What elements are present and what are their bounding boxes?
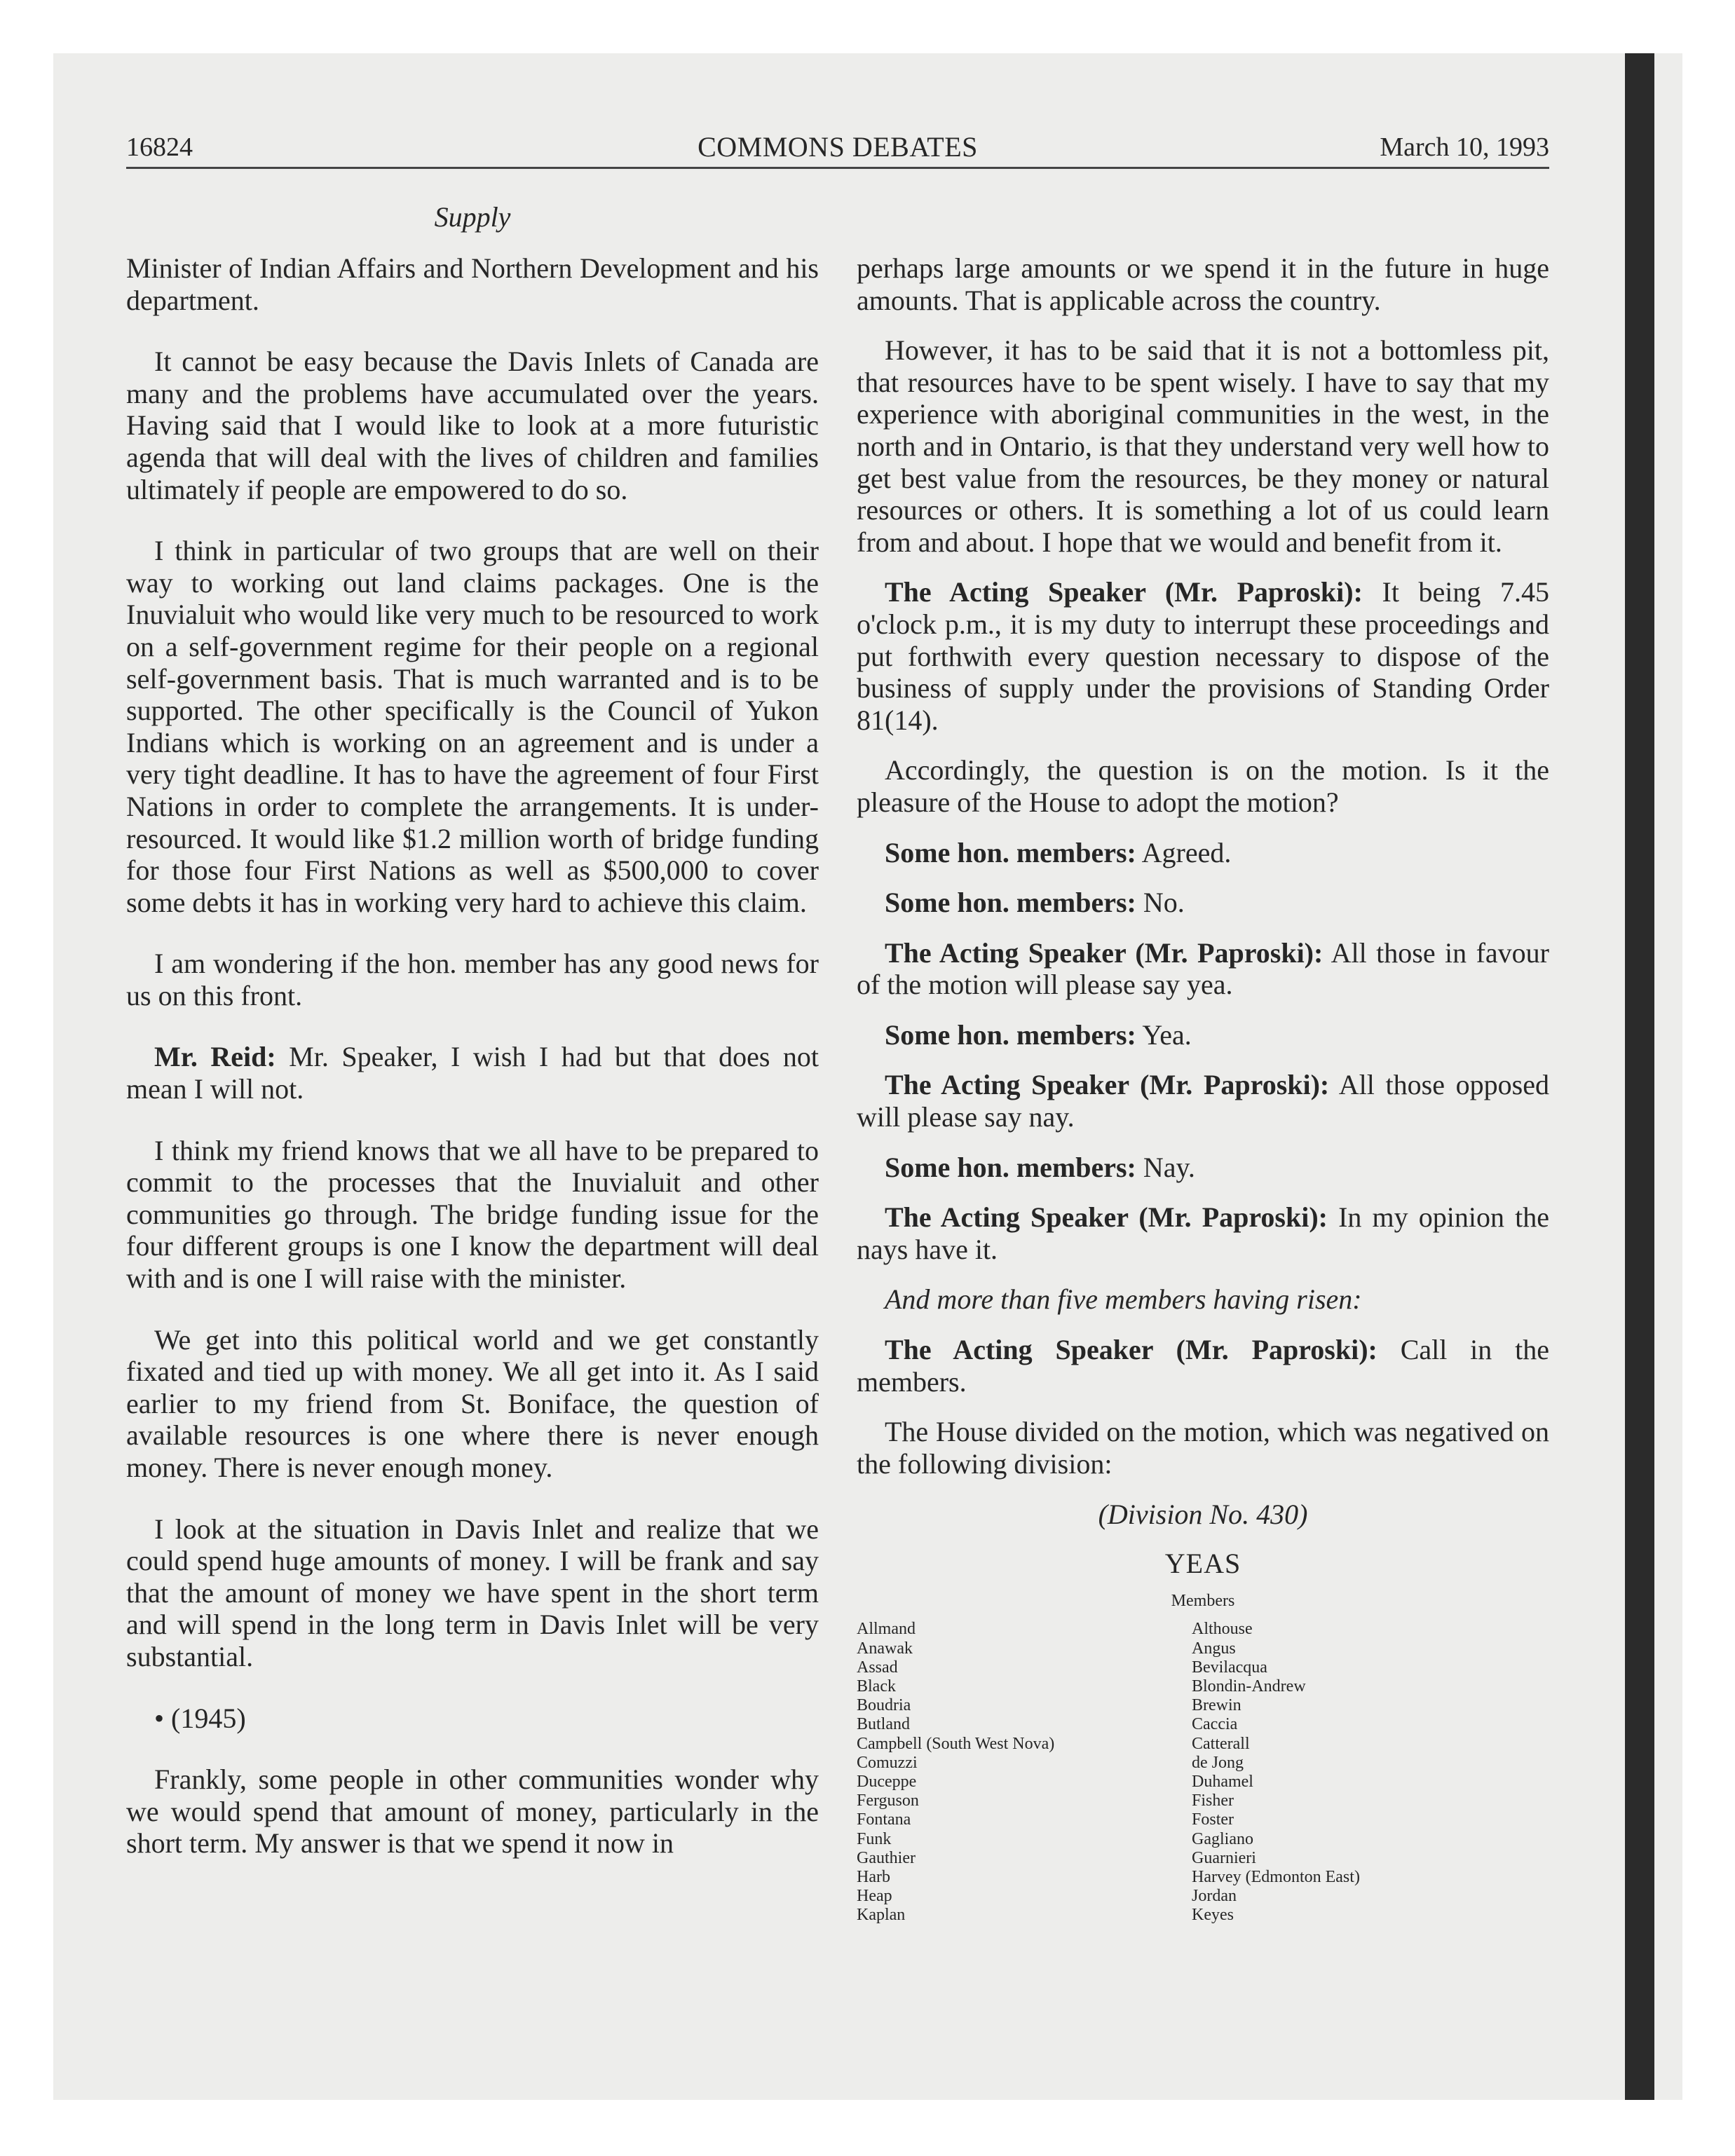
section-title: Supply xyxy=(434,201,511,233)
yeas-list-right xyxy=(1192,1620,1360,1925)
member-name: Fisher xyxy=(1192,1792,1234,1810)
page-date: March 10, 1993 xyxy=(1380,132,1549,162)
paragraph: I look at the situation in Davis Inlet and realize that we could spend huge amounts of money. I will be frank and say that the amount of money we have spent in the short term and will spend in the long term in Davis Inlet will be very substantial. xyxy=(126,1513,819,1672)
speech-text: Call in the members. xyxy=(857,1334,1549,1398)
paragraph: However, it has to be said that it is not a bottomless pit, that resources have to be spent wisely. I have to say that my experience with aboriginal communities in the west, in the north and in Ontario, is that they understand very well how to get best value from the resources, be they money or natural resources or others. It is something a lot of us could learn from and about. I hope that we would and benefit from it. xyxy=(857,334,1549,558)
member-name: Boudria xyxy=(857,1696,911,1715)
speech-text: In my opinion the nays have it. xyxy=(857,1201,1549,1265)
speaker-name: Mr. Reid: xyxy=(154,1041,276,1073)
paragraph: We get into this political world and we get constantly fixated and tied up with money. We all get into it. As I said earlier to my friend from St. Boniface, the question of available resources is one where there is never enough money. There is never enough money. xyxy=(126,1323,819,1483)
speech-acting-speaker xyxy=(857,1069,1549,1133)
speaker-name: The Acting Speaker (Mr. Paproski): xyxy=(885,936,1324,969)
member-name: Kaplan xyxy=(857,1906,906,1925)
member-name: Allmand xyxy=(857,1620,916,1639)
speaker-name: Some hon. members: xyxy=(885,836,1136,868)
member-name: Catterall xyxy=(1192,1734,1250,1753)
speech-reid xyxy=(126,1041,819,1105)
yeas-list-left xyxy=(857,1620,1054,1925)
member-name: Harvey (Edmonton East) xyxy=(1192,1868,1360,1887)
speech-members xyxy=(857,887,1549,919)
speaker-name: The Acting Speaker (Mr. Paproski): xyxy=(885,1201,1328,1234)
member-name: Campbell (South West Nova) xyxy=(857,1734,1055,1753)
member-name: Caccia xyxy=(1192,1715,1238,1734)
speech-members xyxy=(857,1152,1549,1184)
speech-text: No. xyxy=(1143,887,1185,919)
member-name: Gagliano xyxy=(1192,1829,1253,1848)
page-number: 16824 xyxy=(126,132,193,162)
paragraph: Minister of Indian Affairs and Northern Development and his department. xyxy=(126,252,819,316)
speech-members xyxy=(857,837,1549,869)
speaker-name: The Acting Speaker (Mr. Paproski): xyxy=(885,576,1363,608)
left-column xyxy=(126,252,819,1860)
speech-text: All those opposed will please say nay. xyxy=(857,1069,1549,1133)
members-rising-note: And more than five members having risen: xyxy=(885,1283,1362,1316)
journal-title: COMMONS DEBATES xyxy=(698,131,978,163)
member-name: Funk xyxy=(857,1829,892,1848)
paragraph: perhaps large amounts or we spend it in the future in huge amounts. That is applicable across the country. xyxy=(857,252,1549,316)
member-name: Angus xyxy=(1192,1639,1236,1658)
member-name: Brewin xyxy=(1192,1696,1241,1715)
members-label: Members xyxy=(1171,1592,1235,1611)
paragraph: I think my friend knows that we all have to be prepared to commit to the processes that the Inuvialuit and other communities go through. The bridge funding issue for the four different groups is one I know the department will deal with and is one I will raise with the minister. xyxy=(126,1134,819,1295)
member-name: Althouse xyxy=(1192,1620,1253,1639)
member-name: Gauthier xyxy=(857,1848,916,1867)
speaker-name: The Acting Speaker (Mr. Paproski): xyxy=(885,1069,1330,1101)
speaker-name: Some hon. members: xyxy=(885,1151,1136,1183)
speech-acting-speaker xyxy=(857,576,1549,736)
speech-members xyxy=(857,1019,1549,1051)
member-name: Fontana xyxy=(857,1810,911,1829)
member-name: Jordan xyxy=(1192,1887,1237,1906)
member-name: Duceppe xyxy=(857,1773,917,1792)
speech-text: Agreed. xyxy=(1141,836,1232,868)
speech-text: Nay. xyxy=(1143,1151,1195,1183)
member-name: Foster xyxy=(1192,1810,1234,1829)
scan-edge-shadow xyxy=(1625,53,1654,2100)
speech-acting-speaker xyxy=(857,937,1549,1001)
paragraph: The House divided on the motion, which was negatived on the following division: xyxy=(857,1416,1549,1480)
speaker-name: The Acting Speaker (Mr. Paproski): xyxy=(885,1334,1377,1366)
member-name: Guarnieri xyxy=(1192,1848,1256,1867)
division-number: (Division No. 430) xyxy=(1098,1499,1308,1531)
speaker-name: Some hon. members: xyxy=(885,887,1136,919)
member-name: Comuzzi xyxy=(857,1753,918,1772)
right-column xyxy=(857,252,1549,1928)
speaker-name: Some hon. members: xyxy=(885,1018,1136,1051)
speech-text: Mr. Speaker, I wish I had but that does not mean I will not. xyxy=(126,1041,819,1105)
paragraph: Frankly, some people in other communities wonder why we would spend that amount of money, particularly in the short term. My answer is that we spend it now in xyxy=(126,1763,819,1860)
member-name: Heap xyxy=(857,1887,892,1906)
paragraph: Accordingly, the question is on the motion. Is it the pleasure of the House to adopt the motion? xyxy=(857,754,1549,818)
member-name: Blondin-Andrew xyxy=(1192,1677,1306,1696)
paragraph: I think in particular of two groups that are well on their way to working out land claims packages. One is the Inuvialuit who would like very much to be resourced to work on a self-government regime for their people on a regional self-government basis. That is much warranted and is to be supported. The other specifically is the Council of Yukon Indians which is working on an agreement and is under a very tight deadline. It has to have the agreement of four First Nations in order to complete the arrangements. It is under-resourced. It would like $1.2 million worth of bridge funding for those four First Nations as well as $500,000 to cover some debts it has in working very hard to achieve this claim. xyxy=(126,535,819,918)
header-rule xyxy=(126,167,1549,169)
member-name: Keyes xyxy=(1192,1906,1234,1925)
speech-text: It being 7.45 o'clock p.m., it is my duty to interrupt these proceedings and put forthwith every question necessary to dispose of the business of supply under the provisions of Standing Order 81(14). xyxy=(857,576,1549,736)
speech-acting-speaker xyxy=(857,1334,1549,1398)
member-name: Bevilacqua xyxy=(1192,1658,1267,1677)
member-name: Duhamel xyxy=(1192,1773,1253,1792)
time-marker: • (1945) xyxy=(154,1702,246,1734)
member-name: Black xyxy=(857,1677,896,1696)
yeas-member-list xyxy=(857,1620,1549,1928)
speech-text: Yea. xyxy=(1142,1018,1192,1051)
member-name: Anawak xyxy=(857,1639,913,1658)
member-name: Ferguson xyxy=(857,1792,919,1810)
speech-text: All those in favour of the motion will please say yea. xyxy=(857,936,1549,1001)
yeas-heading: YEAS xyxy=(1164,1548,1241,1580)
member-name: de Jong xyxy=(1192,1753,1244,1772)
speech-acting-speaker xyxy=(857,1201,1549,1265)
paragraph: I am wondering if the hon. member has any good news for us on this front. xyxy=(126,948,819,1011)
paragraph: It cannot be easy because the Davis Inlets of Canada are many and the problems have accumulated over the years. Having said that I would like to look at a more futuristic agenda that will deal with the lives of children and families ultimately if people are empowered to do so. xyxy=(126,346,819,505)
member-name: Butland xyxy=(857,1715,910,1734)
member-name: Assad xyxy=(857,1658,898,1677)
member-name: Harb xyxy=(857,1868,890,1887)
